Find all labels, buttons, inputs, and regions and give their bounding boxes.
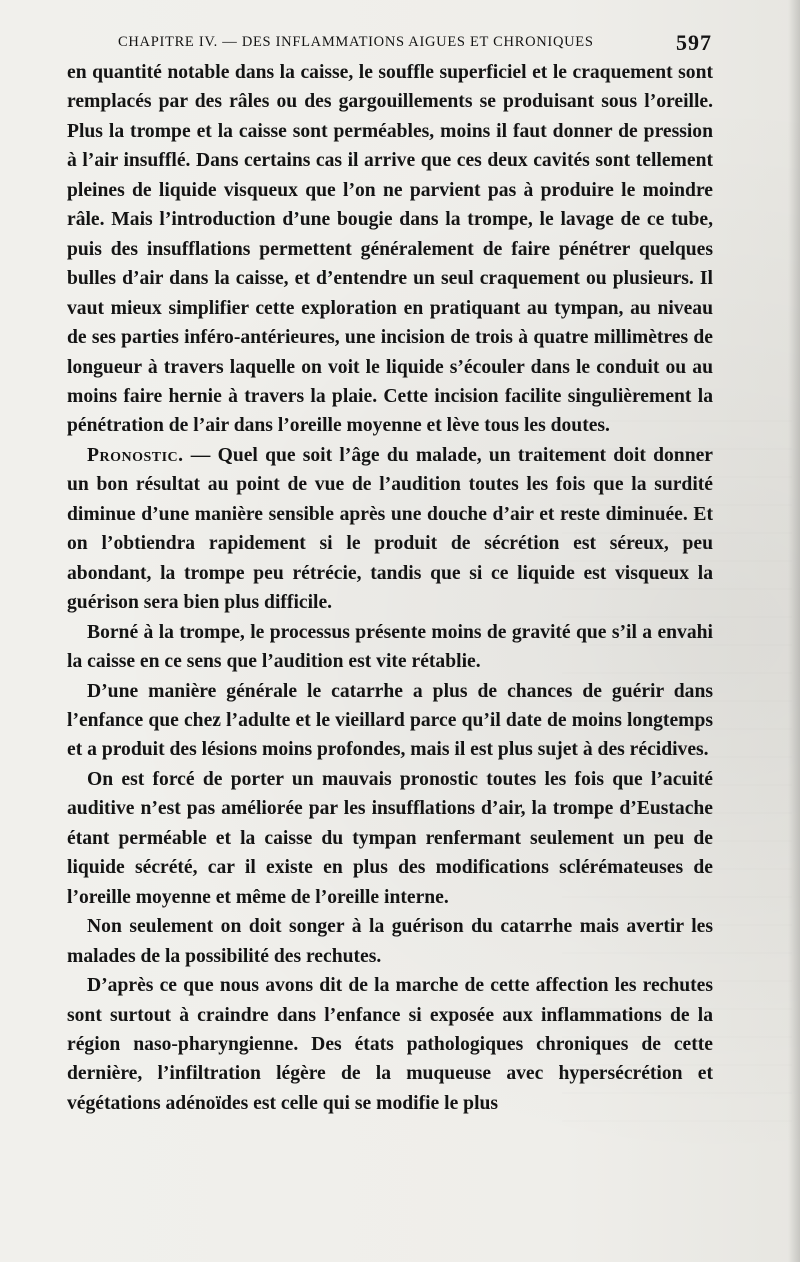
paragraph-text: D’après ce que nous avons dit de la marche de cette affection les rechutes sont surtout à craindre dans l’enfance si exposée aux inflammations de la région naso-pharyngienne. Des états pathologiques chroniques de cette dernière, l’infiltration légère de la muqueuse avec hypersécrétion et végétations adénoïdes est celle qui se modifie le plus bbox=[67, 975, 713, 1114]
paragraph-text: D’une manière générale le catarrhe a plus de chances de guérir dans l’enfance que chez l’adulte et le vieillard parce qu’il date de moins longtemps et a produit des lésions moins profondes, mais il est plus sujet à des récidives. bbox=[67, 680, 713, 761]
paragraph-text: On est forcé de porter un mauvais pronostic toutes les fois que l’acuité auditive n’est pas améliorée par les insufflations d’air, la trompe d’Eustache étant perméable et la caisse du tympan renfermant seulement un peu de liquide sécrété, car il existe en plus des modifications sclérémateuses de l’oreille moyenne et même de l’oreille interne. bbox=[67, 768, 713, 908]
paragraph-trompe bbox=[67, 618, 713, 677]
paragraph-rechutes bbox=[67, 912, 713, 971]
paragraph-text: Borné à la trompe, le processus présente moins de gravité que s’il a envahi la caisse en ce sens que l’audition est vite rétablie. bbox=[67, 621, 713, 673]
paragraph-text: Non seulement on doit songer à la guérison du catarrhe mais avertir les malades de la possibilité des rechutes. bbox=[67, 916, 713, 967]
running-head: CHAPITRE IV. — DES INFLAMMATIONS AIGUES ET CHRONIQUES bbox=[118, 34, 594, 50]
body-text bbox=[67, 58, 713, 1118]
section-label: Pronostic. bbox=[87, 444, 184, 466]
paragraph-text: en quantité notable dans la caisse, le souffle superficiel et le craquement sont remplacés par des râles ou des gargouillements se produisant sous l’oreille. Plus la trompe et la caisse sont perméables, moins il faut donner de pression à l’air insufflé. Dans certains cas il arrive que ces deux cavités sont tellement pleines de liquide visqueux que l’on ne parvient pas à produire le moindre râle. Mais l’introduction d’une bougie dans la trompe, le lavage de ce tube, puis des insufflations permettent généralement de faire pénétrer quelques bulles d’air dans la caisse, et d’entendre un seul craquement ou plusieurs. Il vaut mieux simplifier cette exploration en pratiquant au tympan, au niveau de ses parties inféro-antérieures, une incision de trois à quatre millimètres de longueur à travers laquelle on voit le liquide s’écouler dans le conduit ou au moins faire hernie à travers la plaie. Cette incision facilite singulièrement la pénétration de l’air dans l’oreille moyenne et lève tous les doutes. bbox=[67, 62, 713, 437]
paragraph-mauvais-pronostic bbox=[67, 765, 713, 912]
paragraph-text: — Quel que soit l’âge du malade, un traitement doit donner un bon résultat au point de vue de l’audition toutes les fois que la surdité diminue d’une manière sensible après une douche d’air et reste diminuée. Et on l’obtiendra rapidement si le produit de sécrétion est séreux, peu abondant, la trompe peu rétrécie, tandis que si ce liquide est visqueux la guérison sera bien plus difficile. bbox=[67, 444, 713, 614]
paragraph-exploration bbox=[67, 58, 713, 441]
page-number: 597 bbox=[676, 30, 712, 55]
paragraph-naso-pharyngienne bbox=[67, 971, 713, 1118]
paragraph-enfance bbox=[67, 677, 713, 765]
page-edge-shadow bbox=[788, 0, 800, 1262]
paragraph-pronostic bbox=[67, 441, 713, 618]
page-header bbox=[118, 30, 712, 56]
